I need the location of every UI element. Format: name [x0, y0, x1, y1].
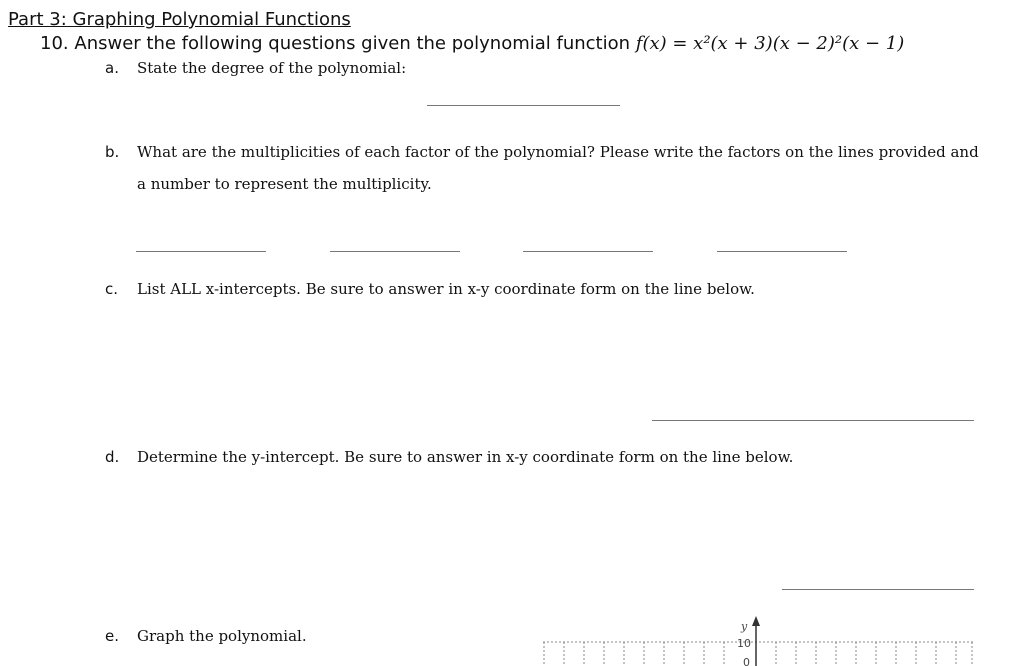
part-c-prompt: List ALL x-intercepts. Be sure to answer in x-y coordinate form on the line below.: [137, 280, 755, 298]
part-d-prompt: Determine the y-intercept. Be sure to answer in x-y coordinate form on the line below.: [137, 448, 794, 466]
part-b-prompt-line1: What are the multiplicities of each factor of the polynomial? Please write the factors on the lines provided and: [137, 143, 979, 161]
part-c-letter: c.: [105, 280, 119, 298]
y-tick-label-10: 10: [737, 637, 751, 650]
part-b-prompt-line2: a number to represent the multiplicity.: [137, 175, 432, 193]
answer-line-y-intercept[interactable]: [782, 589, 974, 590]
part-title: Part 3: Graphing Polynomial Functions: [8, 9, 351, 30]
answer-line-factor-2[interactable]: [330, 251, 460, 252]
question-text: Answer the following questions given the polynomial function: [74, 33, 631, 54]
polynomial-function: f(x) = x²(x + 3)(x − 2)²(x − 1): [635, 33, 905, 54]
graph-grid[interactable]: [543, 614, 973, 666]
question-number: 10.: [40, 33, 69, 54]
part-b-letter: b.: [105, 143, 120, 161]
y-tick-label-0: 0: [743, 656, 750, 666]
graph-grid-svg: [543, 614, 973, 666]
answer-line-degree[interactable]: [427, 105, 620, 106]
part-a-letter: a.: [105, 59, 119, 77]
part-d-letter: d.: [105, 448, 120, 466]
answer-line-factor-3[interactable]: [523, 251, 653, 252]
part-e-letter: e.: [105, 627, 119, 645]
answer-line-factor-4[interactable]: [717, 251, 847, 252]
answer-line-factor-1[interactable]: [136, 251, 266, 252]
part-a-prompt: State the degree of the polynomial:: [137, 59, 407, 77]
answer-line-x-intercepts[interactable]: [652, 420, 974, 421]
y-axis-label: y: [741, 620, 748, 633]
part-e-prompt: Graph the polynomial.: [137, 627, 307, 645]
question-10: [40, 33, 904, 54]
